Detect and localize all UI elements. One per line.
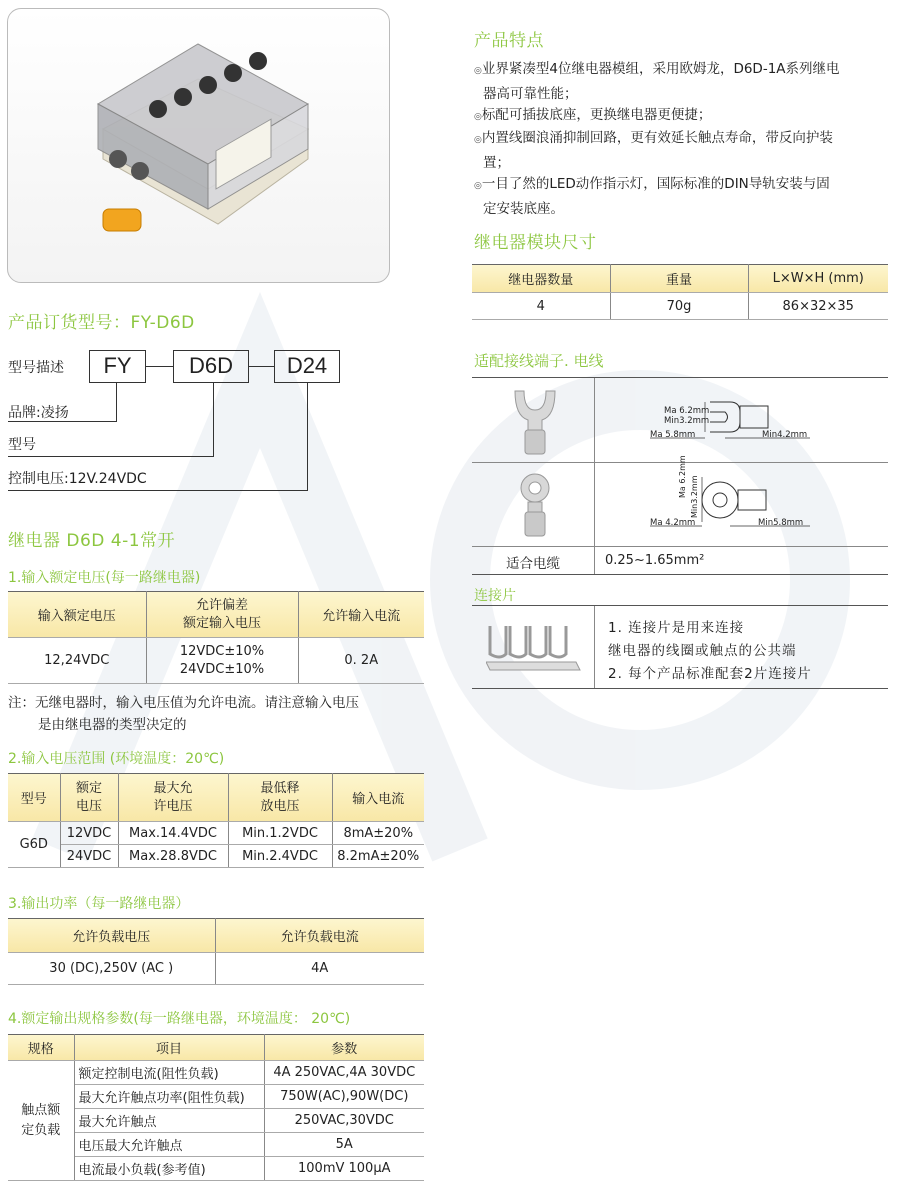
brand-label: 品牌:凌扬 xyxy=(8,405,69,421)
s3-h1: 允许负载电压 xyxy=(8,919,215,953)
code-voltage-box: D24 xyxy=(274,350,340,383)
order-title: 产品订货型号：FY-D6D xyxy=(8,313,195,333)
s4-r2-val: 250VAC,30VDC xyxy=(264,1109,424,1133)
cable-label: 适合电缆 xyxy=(506,556,560,572)
dash-2 xyxy=(249,366,274,367)
s2-h2 xyxy=(60,774,118,822)
product-photo xyxy=(7,8,390,283)
ring-terminal-icon xyxy=(510,470,560,542)
dims-h1: 继电器数量 xyxy=(472,265,610,293)
code-model-box: D6D xyxy=(173,350,249,383)
fork-dim-b: Min3.2mm xyxy=(664,416,710,426)
s4-h2: 项目 xyxy=(74,1035,264,1061)
s4-r0-val: 4A 250VAC,4A 30VDC xyxy=(264,1061,424,1085)
dims-title: 继电器模块尺寸 xyxy=(474,233,597,253)
input-voltage-table xyxy=(8,591,424,684)
s1-note-2: 是由继电器的类型决定的 xyxy=(38,717,187,733)
relay-module-image xyxy=(8,9,390,283)
s2-h4a: 最低释 xyxy=(260,780,300,796)
bullet-icon: ◎ xyxy=(474,135,482,145)
s1-c1: 12,24VDC xyxy=(8,638,146,684)
terminals-title: 适配接线端子. 电线 xyxy=(474,352,604,370)
dash-1 xyxy=(146,366,173,367)
connector-h2 xyxy=(8,456,214,457)
s4-h1: 规格 xyxy=(8,1035,74,1061)
s3-c1: 30 (DC),250V (AC ) xyxy=(8,953,215,985)
s2-r0-c2: Min.1.2VDC xyxy=(228,822,332,845)
s1-title: 1.输入额定电压(每一路继电器) xyxy=(8,570,201,586)
connector-v3 xyxy=(307,383,308,491)
bullet-icon: ◎ xyxy=(474,66,482,76)
s2-h1: 型号 xyxy=(8,774,60,822)
output-spec-table xyxy=(8,1034,424,1181)
link-line-3: 2. 每个产品标准配套2片连接片 xyxy=(608,666,812,682)
ring-dim-a: Ma 6.2mm xyxy=(678,455,687,498)
s1-c2a: 12VDC±10% xyxy=(179,643,265,659)
dims-c1: 4 xyxy=(472,293,610,320)
s4-title: 4.额定输出规格参数(每一路继电器，环境温度： 20℃) xyxy=(8,1011,351,1027)
s4-group-b: 定负载 xyxy=(21,1122,61,1138)
s2-r1-c1: Max.28.8VDC xyxy=(118,845,228,868)
connector-v1 xyxy=(116,383,117,422)
features-title: 产品特点 xyxy=(474,31,544,51)
dims-c3: 86×32×35 xyxy=(748,293,888,320)
link-piece-icon xyxy=(486,620,584,676)
voltage-label: 控制电压:12V.24VDC xyxy=(8,471,147,487)
s2-h5: 输入电流 xyxy=(332,774,424,822)
s4-r3-item: 电压最大允许触点 xyxy=(74,1133,264,1157)
s2-h2a: 额定 xyxy=(75,780,102,796)
ring-dim-b: Min3.2mm xyxy=(690,475,699,518)
code-brand-box: FY xyxy=(89,350,146,383)
feature-3-line-2: 置； xyxy=(483,155,510,171)
feature-2-line-1: 标配可插拔底座，更换继电器更便捷； xyxy=(481,107,712,123)
s2-r0-c1: Max.14.4VDC xyxy=(118,822,228,845)
connector-h3 xyxy=(8,490,308,491)
fork-dim-d: Min4.2mm xyxy=(762,430,808,440)
s1-h1: 输入额定电压 xyxy=(8,592,146,638)
s1-c2b: 24VDC±10% xyxy=(179,661,265,677)
link-title: 连接片 xyxy=(474,588,516,604)
dims-h3: L×W×H (mm) xyxy=(748,265,888,293)
fork-dim-a: Ma 6.2mm xyxy=(664,406,710,416)
feature-2 xyxy=(474,104,894,129)
feature-4 xyxy=(474,173,894,221)
s1-c3: 0. 2A xyxy=(298,638,424,684)
s2-r1-c0: 24VDC xyxy=(60,845,118,868)
cable-value: 0.25~1.65mm² xyxy=(605,553,705,568)
feature-3 xyxy=(474,127,894,175)
s2-h3b: 许电压 xyxy=(153,798,193,814)
feature-4-line-2: 定安装底座。 xyxy=(483,201,564,217)
feature-1 xyxy=(474,58,894,106)
link-line-1: 1. 连接片是用来连接 xyxy=(608,620,745,636)
feature-3-line-1: 内置线圈浪涌抑制回路，更有效延长触点寿命，带反向护装 xyxy=(481,130,833,146)
dimensions-table xyxy=(472,264,888,320)
s4-r1-val: 750W(AC),90W(DC) xyxy=(264,1085,424,1109)
relay-title: 继电器 D6D 4-1常开 xyxy=(8,531,176,551)
s2-h3 xyxy=(118,774,228,822)
s2-h4 xyxy=(228,774,332,822)
voltage-range-table xyxy=(8,773,424,868)
s4-r1-item: 最大允许触点功率(阻性负载) xyxy=(74,1085,264,1109)
bullet-icon: ◎ xyxy=(474,181,482,191)
model-desc-label: 型号描述 xyxy=(8,360,64,376)
s1-h3: 允许输入电流 xyxy=(298,592,424,638)
s2-r1-c3: 8.2mA±20% xyxy=(332,845,424,868)
s1-h2a: 允许偏差 xyxy=(195,597,248,613)
s1-h2b: 额定输入电压 xyxy=(182,615,261,631)
s4-group xyxy=(8,1061,74,1181)
s2-h3a: 最大允 xyxy=(153,780,193,796)
terminals-table xyxy=(472,377,888,575)
output-power-table xyxy=(8,918,424,985)
s1-c2 xyxy=(146,638,298,684)
model-label: 型号 xyxy=(8,437,36,453)
s2-h2b: 电压 xyxy=(75,798,102,814)
feature-1-line-2: 器高可靠性能； xyxy=(483,86,578,102)
s4-r0-item: 额定控制电流(阻性负载) xyxy=(74,1061,264,1085)
s2-r0-c3: 8mA±20% xyxy=(332,822,424,845)
ring-dim-d: Min5.8mm xyxy=(758,518,804,528)
ring-dim-c: Ma 4.2mm xyxy=(650,518,696,528)
s3-h2: 允许负载电流 xyxy=(215,919,424,953)
s3-title: 3.输出功率（每一路继电器） xyxy=(8,896,190,912)
link-line-2: 继电器的线圈或触点的公共端 xyxy=(608,643,797,659)
s2-r1-c2: Min.2.4VDC xyxy=(228,845,332,868)
s4-r4-val: 100mV 100μA xyxy=(264,1157,424,1181)
s4-group-a: 触点额 xyxy=(21,1102,61,1118)
dims-h2: 重量 xyxy=(610,265,748,293)
feature-4-line-1: 一目了然的LED动作指示灯，国际标准的DIN导轨安装与固 xyxy=(481,176,830,192)
bullet-icon: ◎ xyxy=(474,112,482,122)
dims-c2: 70g xyxy=(610,293,748,320)
fork-terminal-icon xyxy=(510,386,560,458)
s2-h4b: 放电压 xyxy=(260,798,300,814)
s2-r0-c0: 12VDC xyxy=(60,822,118,845)
feature-1-line-1: 业界紧凑型4位继电器模组，采用欧姆龙，D6D-1A系列继电 xyxy=(481,61,840,77)
connector-v2 xyxy=(213,383,214,457)
s2-model: G6D xyxy=(8,822,60,868)
s2-title: 2.输入电压范围 (环境温度：20℃) xyxy=(8,751,225,767)
fork-dim-c: Ma 5.8mm xyxy=(650,430,696,440)
s4-r2-item: 最大允许触点 xyxy=(74,1109,264,1133)
s4-h3: 参数 xyxy=(264,1035,424,1061)
link-table xyxy=(472,605,888,689)
s3-c2: 4A xyxy=(215,953,424,985)
s4-r3-val: 5A xyxy=(264,1133,424,1157)
s1-h2 xyxy=(146,592,298,638)
s4-r4-item: 电流最小负载(参考值) xyxy=(74,1157,264,1181)
s1-note-1: 注：无继电器时，输入电压值为允许电流。请注意输入电压 xyxy=(8,695,359,711)
